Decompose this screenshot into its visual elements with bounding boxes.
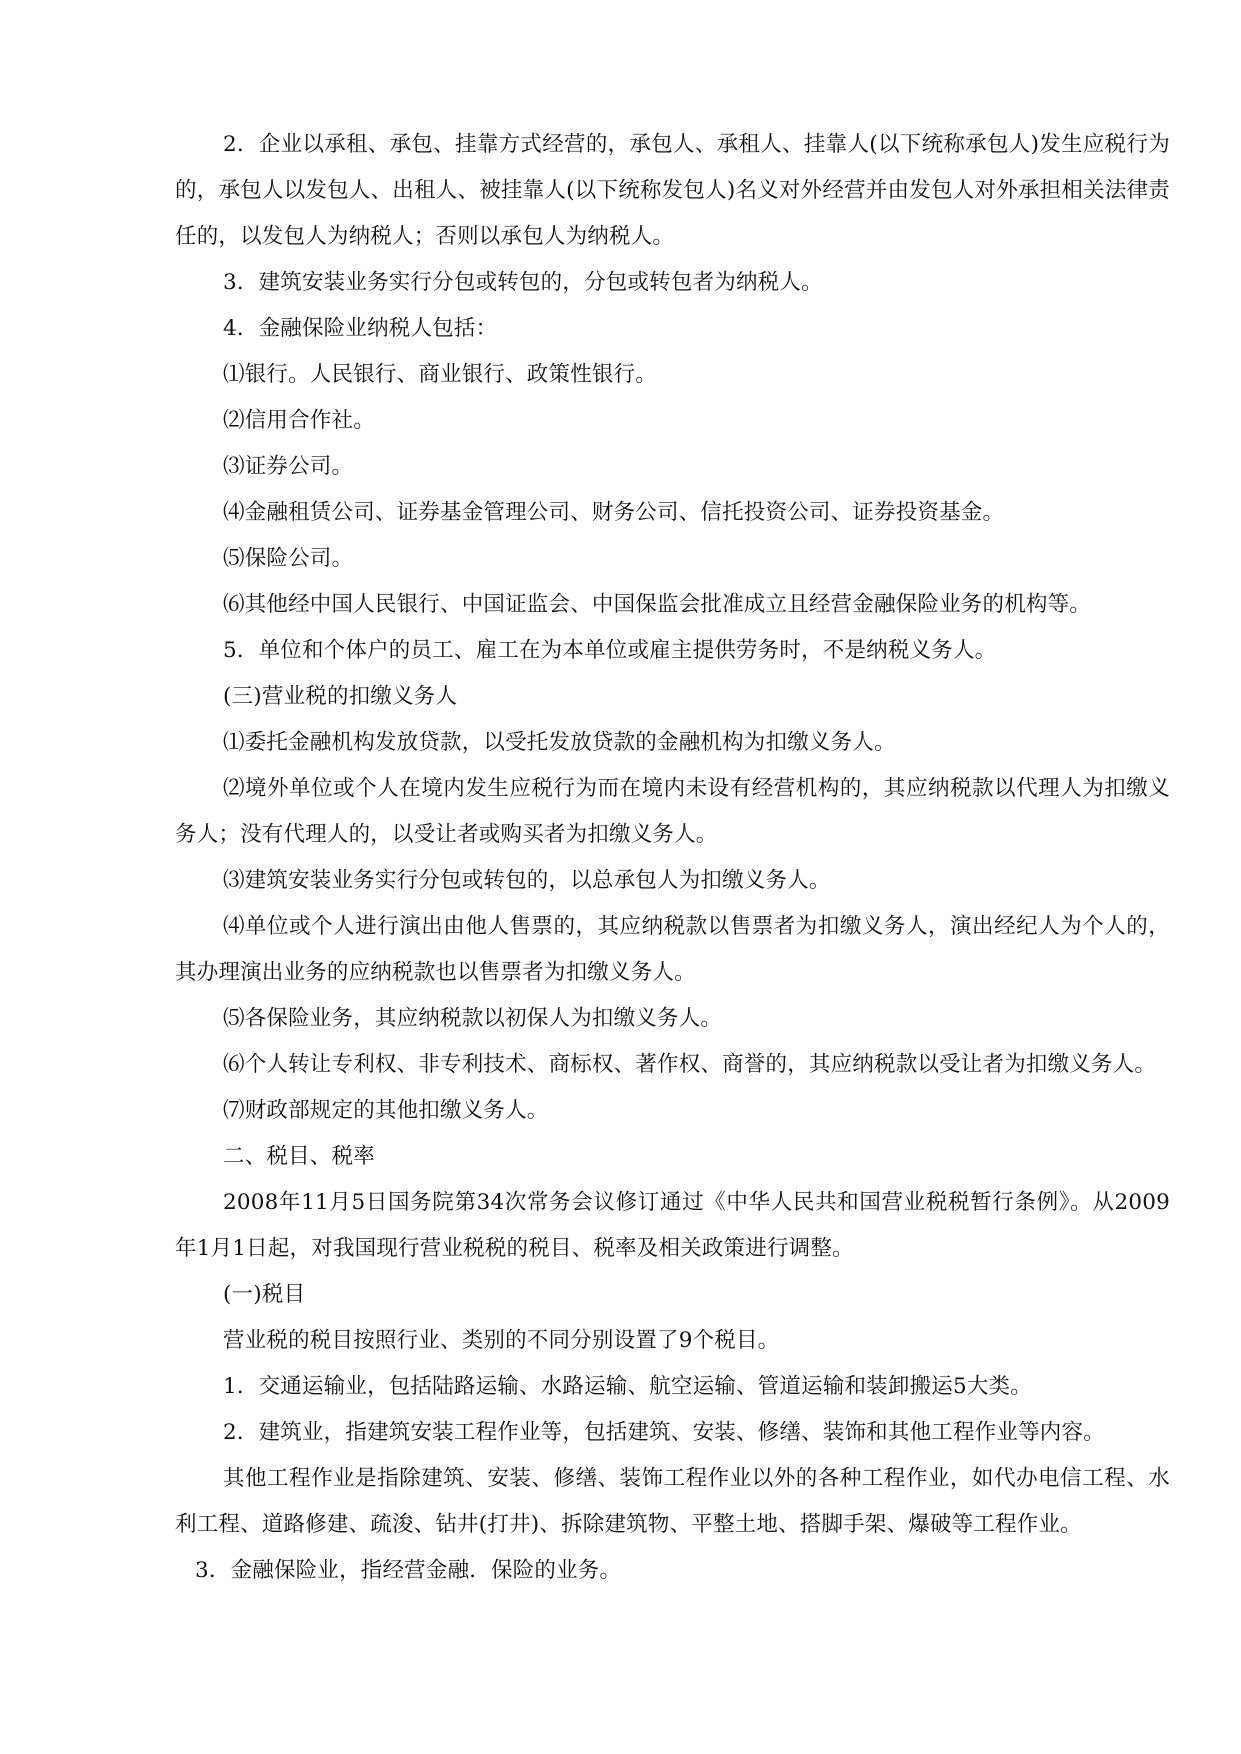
paragraph-contractor-taxpayer: 2．企业以承租、承包、挂靠方式经营的，承包人、承租人、挂靠人(以下统称承包人)发生应税行为的，承包人以发包人、出租人、被挂靠人(以下统称发包人)名义对外经营并由发包人对外承担相关法律责任的，以发包人为纳税人；否则以承包人为纳税人。	[175, 132, 1170, 249]
section-heading-tax-items-rates: 二、税目、税率	[223, 1144, 375, 1169]
list-item-securities-companies: ⑶证券公司。	[223, 454, 354, 479]
paragraph-regulation-revision: 2008年11月5日国务院第34次常务会议修订通过《中华人民共和国营业税税暂行条例》。从2009年1月1日起，对我国现行营业税税的税目、税率及相关政策进行调整。	[175, 1190, 1170, 1261]
list-item-withholding-4: ⑷单位或个人进行演出由他人售票的，其应纳税款以售票者为扣缴义务人，演出经纪人为个人的，其办理演出业务的应纳税款也以售票者为扣缴义务人。	[175, 914, 1170, 985]
list-item-transportation: 1．交通运输业，包括陆路运输、水路运输、航空运输、管道运输和装卸搬运5大类。	[223, 1374, 1032, 1399]
list-item-insurance-companies: ⑸保险公司。	[223, 546, 354, 571]
list-item-other-institutions: ⑹其他经中国人民银行、中国证监会、中国保监会批准成立且经营金融保险业务的机构等。	[223, 592, 1092, 617]
paragraph-other-engineering: 其他工程作业是指除建筑、安装、修缮、装饰工程作业以外的各种工程作业，如代办电信工程、水利工程、道路修建、疏浚、钻井(打井)、拆除建筑物、平整土地、搭脚手架、爆破等工程作业。	[175, 1466, 1170, 1537]
list-item-withholding-7: ⑺财政部规定的其他扣缴义务人。	[223, 1098, 549, 1123]
section-heading-tax-items: (一)税目	[223, 1282, 306, 1307]
list-item-finance-insurance: 3．金融保险业，指经营金融．保险的业务。	[195, 1558, 622, 1583]
list-item-withholding-3: ⑶建筑安装业务实行分包或转包的，以总承包人为扣缴义务人。	[223, 868, 831, 893]
paragraph-subcontract-taxpayer: 3．建筑安装业务实行分包或转包的，分包或转包者为纳税人。	[223, 270, 823, 295]
paragraph-finance-taxpayers-heading: 4．金融保险业纳税人包括：	[223, 316, 498, 341]
section-heading-withholding-agents: (三)营业税的扣缴义务人	[223, 684, 458, 709]
list-item-withholding-2: ⑵境外单位或个人在境内发生应税行为而在境内未设有经营机构的，其应纳税款以代理人为扣缴义务人；没有代理人的，以受让者或购买者为扣缴义务人。	[175, 776, 1170, 847]
list-item-withholding-5: ⑸各保险业务，其应纳税款以初保人为扣缴义务人。	[223, 1006, 723, 1031]
document-body	[175, 122, 1170, 1594]
paragraph-employees-not-taxpayers: 5．单位和个体户的员工、雇工在为本单位或雇主提供劳务时，不是纳税义务人。	[223, 638, 997, 663]
list-item-withholding-1: ⑴委托金融机构发放贷款，以受托发放贷款的金融机构为扣缴义务人。	[223, 730, 896, 755]
list-item-construction: 2．建筑业，指建筑安装工程作业等，包括建筑、安装、修缮、装饰和其他工程作业等内容。	[223, 1420, 1105, 1445]
list-item-banks: ⑴银行。人民银行、商业银行、政策性银行。	[223, 362, 658, 387]
list-item-credit-cooperatives: ⑵信用合作社。	[223, 408, 375, 433]
paragraph-nine-tax-items: 营业税的税目按照行业、类别的不同分别设置了9个税目。	[223, 1328, 780, 1353]
list-item-withholding-6: ⑹个人转让专利权、非专利技术、商标权、著作权、商誉的，其应纳税款以受让者为扣缴义务人。	[223, 1052, 1157, 1077]
list-item-finance-companies: ⑷金融租赁公司、证券基金管理公司、财务公司、信托投资公司、证券投资基金。	[223, 500, 1005, 525]
